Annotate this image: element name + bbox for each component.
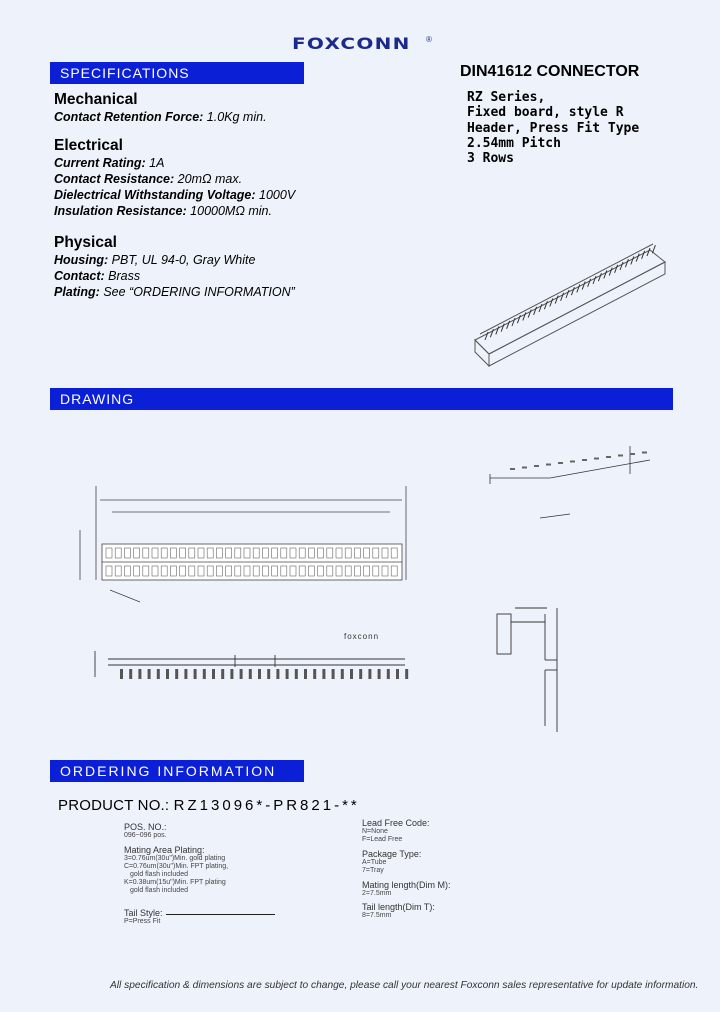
connector-pin — [652, 245, 655, 253]
connector-pin — [604, 270, 607, 278]
dimension-mark — [510, 468, 515, 470]
pin-position-mark — [184, 669, 187, 679]
plating-option: 3=0.76um(30u")Min. gold plating — [124, 855, 226, 862]
spec-line: Contact: Brass — [54, 269, 141, 283]
pin-position-mark — [313, 669, 316, 679]
connector-pin — [620, 262, 623, 270]
pin-position-mark — [276, 669, 279, 679]
pin-position-mark — [267, 669, 270, 679]
pin-position-mark — [396, 669, 399, 679]
front-view-drawing — [60, 470, 420, 620]
dimension-mark — [582, 459, 587, 461]
connector-pin — [636, 254, 639, 262]
spec-line: Plating: See “ORDERING INFORMATION” — [54, 285, 295, 299]
product-series-list — [467, 90, 639, 166]
pin-position-mark — [304, 669, 307, 679]
pin-position-mark — [258, 669, 261, 679]
pin-position-mark — [212, 669, 215, 679]
mating-length-option: 2=7.5mm — [362, 890, 392, 897]
connector-pin — [485, 332, 488, 340]
pin-position-mark — [295, 669, 298, 679]
connector-pin — [523, 312, 526, 320]
dimension-mark — [630, 453, 635, 455]
connector-pin — [647, 248, 650, 256]
lead-free-option: F=Lead Free — [362, 836, 403, 843]
tail-length-title: Tail length(Dim T): — [362, 902, 435, 912]
dimension-mark — [546, 464, 551, 466]
tail-length-option: 8=7.5mm — [362, 912, 392, 919]
lead-free-title: Lead Free Code: — [362, 818, 430, 828]
electrical-block — [54, 137, 295, 219]
tail-style-title: Tail Style: — [124, 908, 163, 918]
dimension-mark — [618, 455, 623, 457]
connector-pin — [571, 287, 574, 295]
dimension-mark — [606, 456, 611, 458]
pin-position-mark — [138, 669, 141, 679]
mechanical-block — [54, 91, 267, 125]
pin-position-mark — [368, 669, 371, 679]
connector-pin — [593, 276, 596, 284]
spec-line: Housing: PBT, UL 94-0, Gray White — [54, 253, 256, 267]
spec-line: Insulation Resistance: 10000MΩ min. — [54, 204, 272, 218]
dimension-mark — [558, 462, 563, 464]
mechanical-heading: Mechanical — [54, 91, 138, 108]
dimension-mark — [642, 452, 647, 454]
tail-style-block — [124, 908, 163, 926]
pin-position-mark — [148, 669, 151, 679]
spec-line: Contact Retention Force: 1.0Kg min. — [54, 110, 267, 124]
lead-free-option: N=None — [362, 828, 388, 835]
connector-pin — [517, 315, 520, 323]
pin-position-mark — [175, 669, 178, 679]
pin-position-mark — [249, 669, 252, 679]
plating-option: C=0.76um(30u")Min. FPT plating, — [124, 863, 229, 870]
drawing-section-bar: DRAWING — [50, 388, 673, 410]
connector-pin — [631, 256, 634, 264]
connector-pin — [615, 265, 618, 273]
pin-position-mark — [405, 669, 408, 679]
series-line: Header, Press Fit Type — [467, 120, 640, 136]
registered-mark: ® — [426, 35, 432, 44]
specifications-section-bar: SPECIFICATIONS — [50, 62, 304, 84]
pin-position-mark — [221, 669, 224, 679]
connector-pin — [544, 301, 547, 309]
pin-position-mark — [166, 669, 169, 679]
connector-pin — [609, 268, 612, 276]
spec-line: Contact Resistance: 20mΩ max. — [54, 172, 243, 186]
connector-pin — [528, 310, 531, 318]
connector-pin — [501, 324, 504, 332]
pin-position-mark — [120, 669, 123, 679]
connector-pin — [534, 307, 537, 315]
connector-pin — [642, 251, 645, 259]
pin-position-mark — [157, 669, 160, 679]
connector-pin — [561, 293, 564, 301]
cross-section-drawing — [485, 600, 575, 740]
pin-position-mark — [240, 669, 243, 679]
pos-no-desc: 096~096 pos. — [124, 832, 167, 839]
mating-length-block — [362, 880, 451, 898]
plating-option: gold flash included — [130, 887, 188, 894]
product-number — [58, 797, 360, 814]
pos-no-block — [124, 822, 167, 840]
connector-pin — [566, 290, 569, 298]
foxconn-logo: FOXCONN — [292, 34, 411, 53]
product-title: DIN41612 CONNECTOR — [460, 63, 640, 80]
series-line: 3 Rows — [467, 151, 514, 167]
tail-length-block — [362, 902, 435, 920]
connector-pin — [550, 298, 553, 306]
pin-position-mark — [378, 669, 381, 679]
series-line: 2.54mm Pitch — [467, 135, 561, 151]
pin-position-mark — [387, 669, 390, 679]
connector-pin — [582, 282, 585, 290]
product-number-code: RZ13096*-PR821-** — [173, 797, 360, 814]
plating-title: Mating Area Plating: — [124, 845, 205, 855]
pin-position-mark — [359, 669, 362, 679]
lead-free-block — [362, 818, 430, 844]
dimension-mark — [534, 465, 539, 467]
product-number-prefix: PRODUCT NO.: — [58, 797, 174, 814]
connector-pin — [490, 329, 493, 337]
pin-position-mark — [332, 669, 335, 679]
connector-pin — [512, 318, 515, 326]
pin-position-mark — [230, 669, 233, 679]
mating-length-title: Mating length(Dim M): — [362, 880, 451, 890]
drawing-brand-mark: foxconn — [344, 632, 380, 641]
ordering-section-bar: ORDERING INFORMATION — [50, 760, 304, 782]
pin-position-mark — [194, 669, 197, 679]
series-line: Fixed board, style R — [467, 105, 624, 121]
package-block — [362, 849, 421, 875]
connector-pin — [598, 273, 601, 281]
package-title: Package Type: — [362, 849, 422, 859]
connector-pin — [625, 259, 628, 267]
connector-pin — [577, 284, 580, 292]
dimension-mark — [594, 458, 599, 460]
physical-heading: Physical — [54, 234, 117, 251]
connector-pin — [496, 326, 499, 334]
connector-pin — [588, 279, 591, 287]
connector-pin — [539, 304, 542, 312]
electrical-heading: Electrical — [54, 137, 123, 154]
plating-block — [124, 845, 228, 895]
series-line: RZ Series, — [467, 90, 546, 105]
plating-option: K=0.38um(15u")Min. FPT plating — [124, 879, 226, 886]
tail-style-option: P=Press Fit — [124, 918, 161, 925]
spec-line: Dielectrical Withstanding Voltage: 1000V — [54, 188, 296, 202]
pin-position-mark — [341, 669, 344, 679]
pin-position-mark — [322, 669, 325, 679]
plating-option: gold flash included — [130, 871, 188, 878]
tail-style-leader-line — [166, 914, 275, 915]
package-option: A=Tube — [362, 859, 387, 866]
package-option: 7=Tray — [362, 867, 384, 874]
connector-pin — [555, 296, 558, 304]
pin-position-mark — [203, 669, 206, 679]
dimension-mark — [570, 461, 575, 463]
pin-position-mark — [286, 669, 289, 679]
spec-line: Current Rating: 1A — [54, 156, 165, 170]
connector-illustration — [465, 222, 680, 367]
pin-position-mark — [129, 669, 132, 679]
footer-disclaimer: All specification & dimensions are subject to change, please call your nearest Foxconn sales representative for update information. — [110, 980, 699, 991]
dimension-mark — [522, 467, 527, 469]
physical-block — [54, 234, 295, 300]
pin-position-mark — [350, 669, 353, 679]
connector-pin — [507, 321, 510, 329]
pos-no-title: POS. NO.: — [124, 822, 167, 832]
side-profile-drawing — [470, 440, 680, 550]
